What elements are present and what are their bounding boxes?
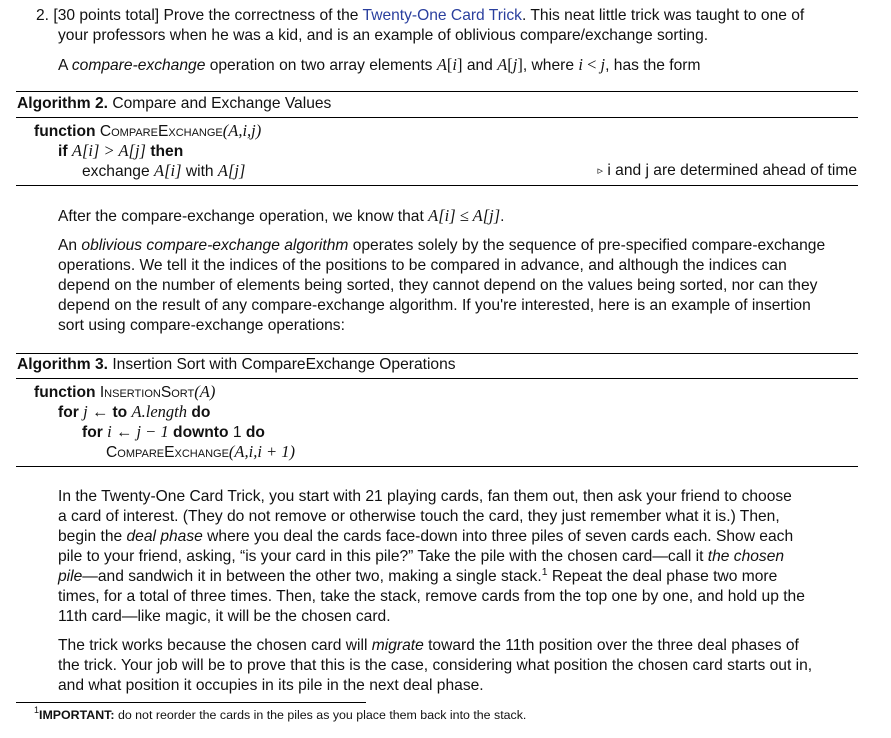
oblivious-term: oblivious compare-exchange algorithm xyxy=(81,237,349,254)
if-condition: A[i] > A[j] xyxy=(71,141,146,160)
algorithm2-bottom-rule xyxy=(16,185,858,186)
algorithm3-call-line: CompareExchange(A,i,i + 1) xyxy=(106,442,296,461)
algorithm3-caption xyxy=(17,355,456,375)
twenty-one-card-trick-link[interactable]: Twenty-One Card Trick xyxy=(362,7,522,24)
footnote xyxy=(34,707,526,723)
algorithm2-exchange-line: exchange A[i] with A[j] xyxy=(82,161,246,180)
algorithm3-bottom-rule xyxy=(16,466,858,467)
trick-line-6: times, for a total of three times. Then, take the stack, remove cards from the top one by one, and hold up the xyxy=(58,588,805,605)
works-line-1: The trick works because the chosen card will migrate toward the 11th position over the three deal phases of xyxy=(58,637,799,654)
footnote-text: do not reorder the cards in the piles as you place them back into the stack. xyxy=(114,708,527,722)
algorithm3-label: Algorithm 3. xyxy=(17,356,108,373)
algorithm2-top-rule xyxy=(16,91,858,92)
footnote-ref[interactable]: 1 xyxy=(541,566,548,578)
after-compare-exchange-text: After the compare-exchange operation, we know that A[i] ≤ A[j]. xyxy=(58,206,505,225)
algorithm3-inner-for-line: for i ← j − 1 downto 1 do xyxy=(82,422,265,441)
footnote-mark: 1 xyxy=(34,705,40,715)
footnote-important: IMPORTANT: xyxy=(39,708,115,722)
footnote-rule xyxy=(16,702,366,703)
algorithm2-title: Compare and Exchange Values xyxy=(112,95,332,112)
algorithm2-comment: ▹ i and j are determined ahead of time xyxy=(597,162,857,179)
trick-line-3: begin the deal phase where you deal the cards face-down into three piles of seven cards each. Show each xyxy=(58,528,794,545)
question-line-3: A compare-exchange operation on two array elements A[i] and A[j], where i < j, has the form xyxy=(58,55,701,74)
algorithm2-function-line: function CompareExchange(A,i,j) xyxy=(34,121,262,140)
math-a-j: A xyxy=(497,55,508,74)
trick-line-7: 11th card—like magic, it will be the chosen card. xyxy=(58,608,391,625)
trick-line-4: pile to your friend, asking, “is your card in this pile?” Take the pile with the chosen card—call it the chosen xyxy=(58,548,785,565)
comment-triangle-icon: ▹ xyxy=(597,165,603,177)
deal-phase-term: deal phase xyxy=(126,528,203,545)
algorithm3-outer-for-line: for j ← to A.length do xyxy=(58,402,211,421)
question-line-2: your professors when he was a kid, and is an example of oblivious compare/exchange sorting. xyxy=(58,27,709,44)
oblivious-line-1: An oblivious compare-exchange algorithm operates solely by the sequence of pre-specified compare-exchange xyxy=(58,237,826,254)
migrate-term: migrate xyxy=(371,637,424,654)
trick-line-1: In the Twenty-One Card Trick, you start with 21 playing cards, fan them out, then ask your friend to choose xyxy=(58,488,792,505)
question-line-1 xyxy=(36,6,804,26)
algorithm2-mid-rule xyxy=(16,117,858,118)
math-ai-le-aj: A[i] ≤ A[j] xyxy=(428,206,501,225)
algorithm3-mid-rule xyxy=(16,378,858,379)
question-number: 2. xyxy=(36,7,50,24)
oblivious-line-2: operations. We tell it the indices of the positions to be compared in advance, and although the indices can xyxy=(58,257,787,274)
algorithm3-function-line: function InsertionSort(A) xyxy=(34,382,216,401)
chosen-pile-term: the chosen xyxy=(707,548,785,565)
algorithm2-if-line: if A[i] > A[j] then xyxy=(58,141,184,160)
trick-line-2: a card of interest. (They do not remove or otherwise touch the card, they just remember what it is.) Then, xyxy=(58,508,780,525)
oblivious-line-4: depend on the result of any compare-exchange algorithm. If you're interested, here is an example of insertion xyxy=(58,297,811,314)
oblivious-line-3: depend on the number of elements being sorted, they cannot depend on the values being sorted, nor can they xyxy=(58,277,818,294)
works-line-2: the trick. Your job will be to prove that this is the case, considering what position the chosen card starts out in, xyxy=(58,657,813,674)
trick-line-5: pile—and sandwich it in between the other two, making a single stack.$^1$ Repeat the deal phase two more xyxy=(58,566,778,585)
algorithm2-label: Algorithm 2. xyxy=(17,95,108,112)
compare-exchange-term: compare-exchange xyxy=(71,57,206,74)
question-intro-b: . This neat little trick was taught to one of xyxy=(521,7,805,24)
question-intro-a: [30 points total] Prove the correctness of the xyxy=(53,7,363,24)
algorithm3-title: Insertion Sort with CompareExchange Operations xyxy=(112,356,456,373)
compare-exchange-name: CompareExchange xyxy=(99,123,223,140)
insertion-sort-name: InsertionSort xyxy=(99,384,195,401)
math-i-lt-j: i xyxy=(578,55,583,74)
algorithm2-caption xyxy=(17,94,331,114)
works-line-3: and what position it occupies in its pile in the next deal phase. xyxy=(58,677,484,694)
math-a-i: A xyxy=(436,55,447,74)
oblivious-line-5: sort using compare-exchange operations: xyxy=(58,317,345,334)
